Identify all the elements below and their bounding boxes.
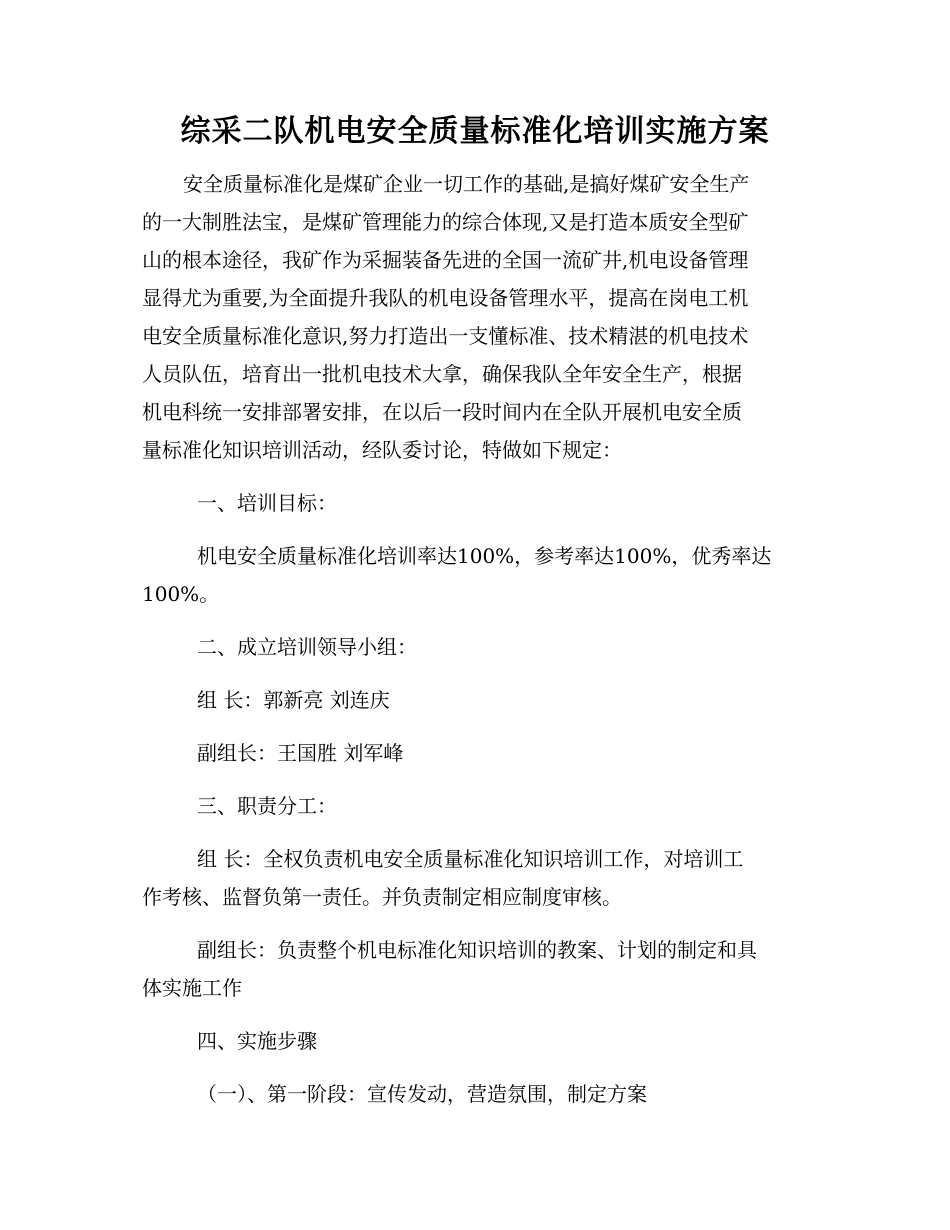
group-deputy-leader: 副组长：王国胜 刘军峰 xyxy=(197,741,404,765)
intro-line: 的一大制胜法宝，是煤矿管理能力的综合体现,又是打造本质安全型矿 xyxy=(142,210,749,234)
phase1-heading: （一）、第一阶段：宣传发动，营造氛围，制定方案 xyxy=(197,1082,647,1106)
duty-deputy-line: 副组长：负责整个机电标准化知识培训的教案、计划的制定和具 xyxy=(197,938,757,962)
document-title: 综采二队机电安全质量标准化培训实施方案 xyxy=(180,114,770,149)
duty-leader-line: 作考核、监督负第一责任。并负责制定相应制度审核。 xyxy=(142,885,622,909)
section-heading-group: 二、成立培训领导小组： xyxy=(197,635,417,659)
intro-line: 安全质量标准化是煤矿企业一切工作的基础,是搞好煤矿安全生产 xyxy=(183,172,750,196)
section-heading-goals: 一、培训目标： xyxy=(197,491,337,515)
intro-line: 电安全质量标准化意识,努力打造出一支懂标准、技术精湛的机电技术 xyxy=(142,324,749,348)
group-leader: 组 长：郭新亮 刘连庆 xyxy=(197,688,390,712)
section-heading-duties: 三、职责分工： xyxy=(197,794,337,818)
intro-line: 山的根本途径，我矿作为采掘装备先进的全国一流矿井,机电设备管理 xyxy=(142,248,749,272)
intro-line: 显得尤为重要,为全面提升我队的机电设备管理水平，提高在岗电工机 xyxy=(142,286,749,310)
intro-line: 机电科统一安排部署安排，在以后一段时间内在全队开展机电安全质 xyxy=(142,400,742,424)
intro-line: 人员队伍，培育出一批机电技术大拿，确保我队全年安全生产，根据 xyxy=(142,362,742,386)
goals-line: 100%。 xyxy=(142,582,220,606)
intro-line: 量标准化知识培训活动，经队委讨论，特做如下规定： xyxy=(142,438,622,462)
goals-line: 机电安全质量标准化培训率达100%，参考率达100%，优秀率达 xyxy=(197,544,772,568)
duty-leader-line: 组 长：全权负责机电安全质量标准化知识培训工作，对培训工 xyxy=(197,847,744,871)
section-heading-steps: 四、实施步骤 xyxy=(197,1029,317,1053)
duty-deputy-line: 体实施工作 xyxy=(142,976,242,1000)
